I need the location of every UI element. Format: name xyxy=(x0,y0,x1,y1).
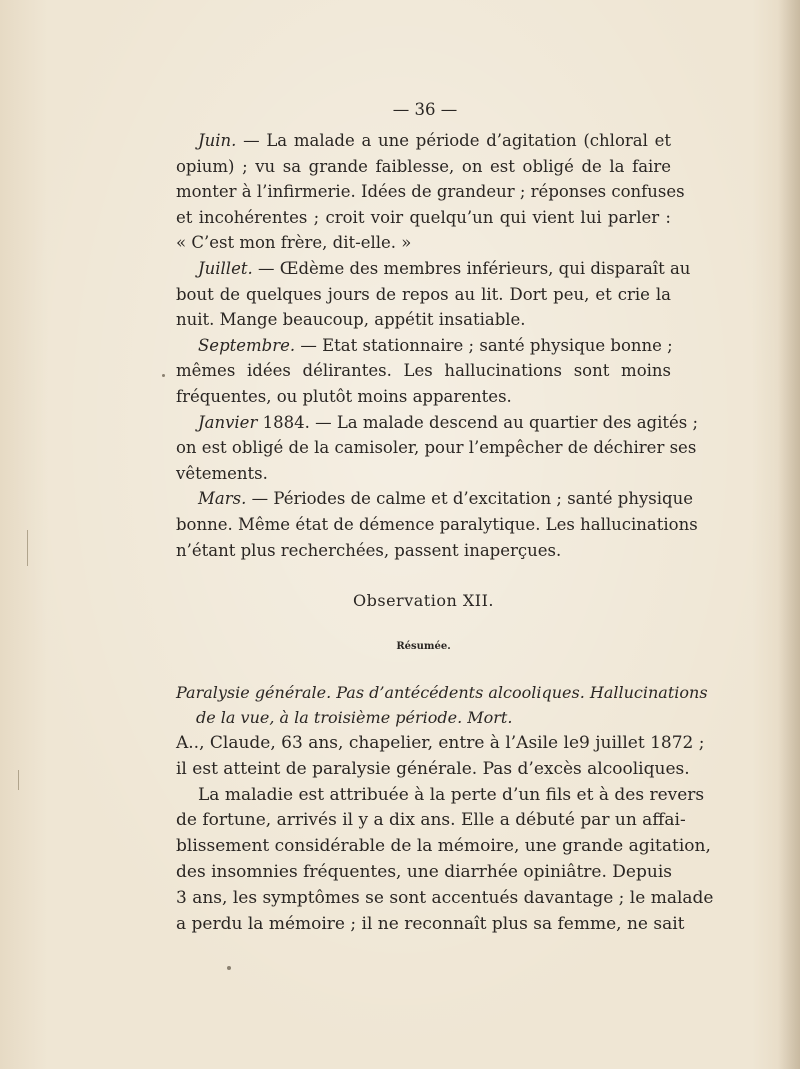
margin-mark xyxy=(18,770,19,790)
paragraph-janvier-line-1 xyxy=(176,410,699,436)
observation-summary xyxy=(176,680,708,730)
text-run: — Périodes de calme et d’excitation ; santé physique xyxy=(246,489,693,509)
ink-speck xyxy=(227,966,231,970)
paragraph-mars-line-3: n’étant plus recherchées, passent inaperçues. xyxy=(176,540,562,560)
body-line-1: A.., Claude, 63 ans, chapelier, entre à l’Asile le9 juillet 1872 ; xyxy=(176,733,705,753)
page-edge-shadow xyxy=(778,0,800,1069)
paragraph-mars-line-1 xyxy=(176,486,693,512)
paragraph-juin-line-5: « C’est mon frère, dit-elle. » xyxy=(176,233,412,253)
text-run: — La malade a une période d’agitation (chloral et xyxy=(236,131,671,150)
paragraph-juin-line-3: monter à l’infirmerie. Idées de grandeur ; réponses confuses xyxy=(176,182,685,202)
body-paragraph-2-line-6: a perdu la mémoire ; il ne reconnaît plus sa femme, ne sait xyxy=(176,913,685,934)
paragraph-janvier-line-2: on est obligé de la camisoler, pour l’empêcher de déchirer ses xyxy=(176,438,697,458)
body-paragraph-2-line-2: de fortune, arrivés il y a dix ans. Elle a débuté par un affai- xyxy=(176,810,686,831)
observation-body xyxy=(176,731,714,937)
text-run: — Etat stationnaire ; santé physique bonne ; xyxy=(295,335,673,355)
body-paragraph-2-line-5: 3 ans, les symptômes se sont accentués davantage ; le malade xyxy=(176,887,714,908)
page-number: — 36 — xyxy=(392,100,458,119)
ink-speck xyxy=(162,374,165,377)
month-label-janvier: Janvier xyxy=(198,412,258,432)
journal-entries xyxy=(176,128,699,563)
paragraph-septembre-line-2: mêmes idées délirantes. Les hallucinations sont moins xyxy=(176,361,671,381)
month-label-septembre: Septembre. xyxy=(198,335,296,355)
margin-mark xyxy=(27,530,28,566)
paragraph-juillet-line-1 xyxy=(176,256,691,282)
body-paragraph-2-line-1: La maladie est attribuée à la perte d’un fils et à des revers xyxy=(198,784,705,805)
summary-line-1: Paralysie générale. Pas d’antécédents alcooliques. Hallucinations xyxy=(176,683,708,702)
resume-heading: Résumée. xyxy=(396,641,451,652)
body-line-2: il est atteint de paralysie générale. Pas d’excès alcooliques. xyxy=(176,758,690,779)
text-run: 1884. — La malade descend au quartier des agités ; xyxy=(257,412,699,432)
paragraph-juillet-line-3: nuit. Mange beaucoup, appétit insatiable. xyxy=(176,310,526,330)
paragraph-juin-line-1 xyxy=(176,128,671,154)
paragraph-mars-line-2: bonne. Même état de démence paralytique. Les hallucinations xyxy=(176,514,698,534)
month-label-juillet: Juillet. xyxy=(198,258,253,278)
paragraph-juillet-line-2: bout de quelques jours de repos au lit. Dort peu, et crie la xyxy=(176,284,671,304)
text-run: — Œdème des membres inférieurs, qui disparaît au xyxy=(252,258,691,278)
month-label-juin: Juin. xyxy=(198,131,237,150)
month-label-mars: Mars. xyxy=(198,489,247,509)
paragraph-septembre-line-1 xyxy=(176,333,671,359)
paragraph-janvier-line-3: vêtements. xyxy=(176,463,268,483)
paragraph-juin-line-4: et incohérentes ; croit voir quelqu’un qui vient lui parler : xyxy=(176,207,671,227)
summary-line-2: de la vue, à la troisième période. Mort. xyxy=(196,708,513,727)
paragraph-septembre-line-3: fréquentes, ou plutôt moins apparentes. xyxy=(176,386,512,406)
paragraph-juin-line-2: opium) ; vu sa grande faiblesse, on est obligé de la faire xyxy=(176,156,671,176)
observation-title: Observation XII. xyxy=(353,591,494,610)
body-paragraph-2-line-3: blissement considérable de la mémoire, une grande agitation, xyxy=(176,836,711,857)
body-paragraph-2-line-4: des insomnies fréquentes, une diarrhée opiniâtre. Depuis xyxy=(176,861,672,882)
